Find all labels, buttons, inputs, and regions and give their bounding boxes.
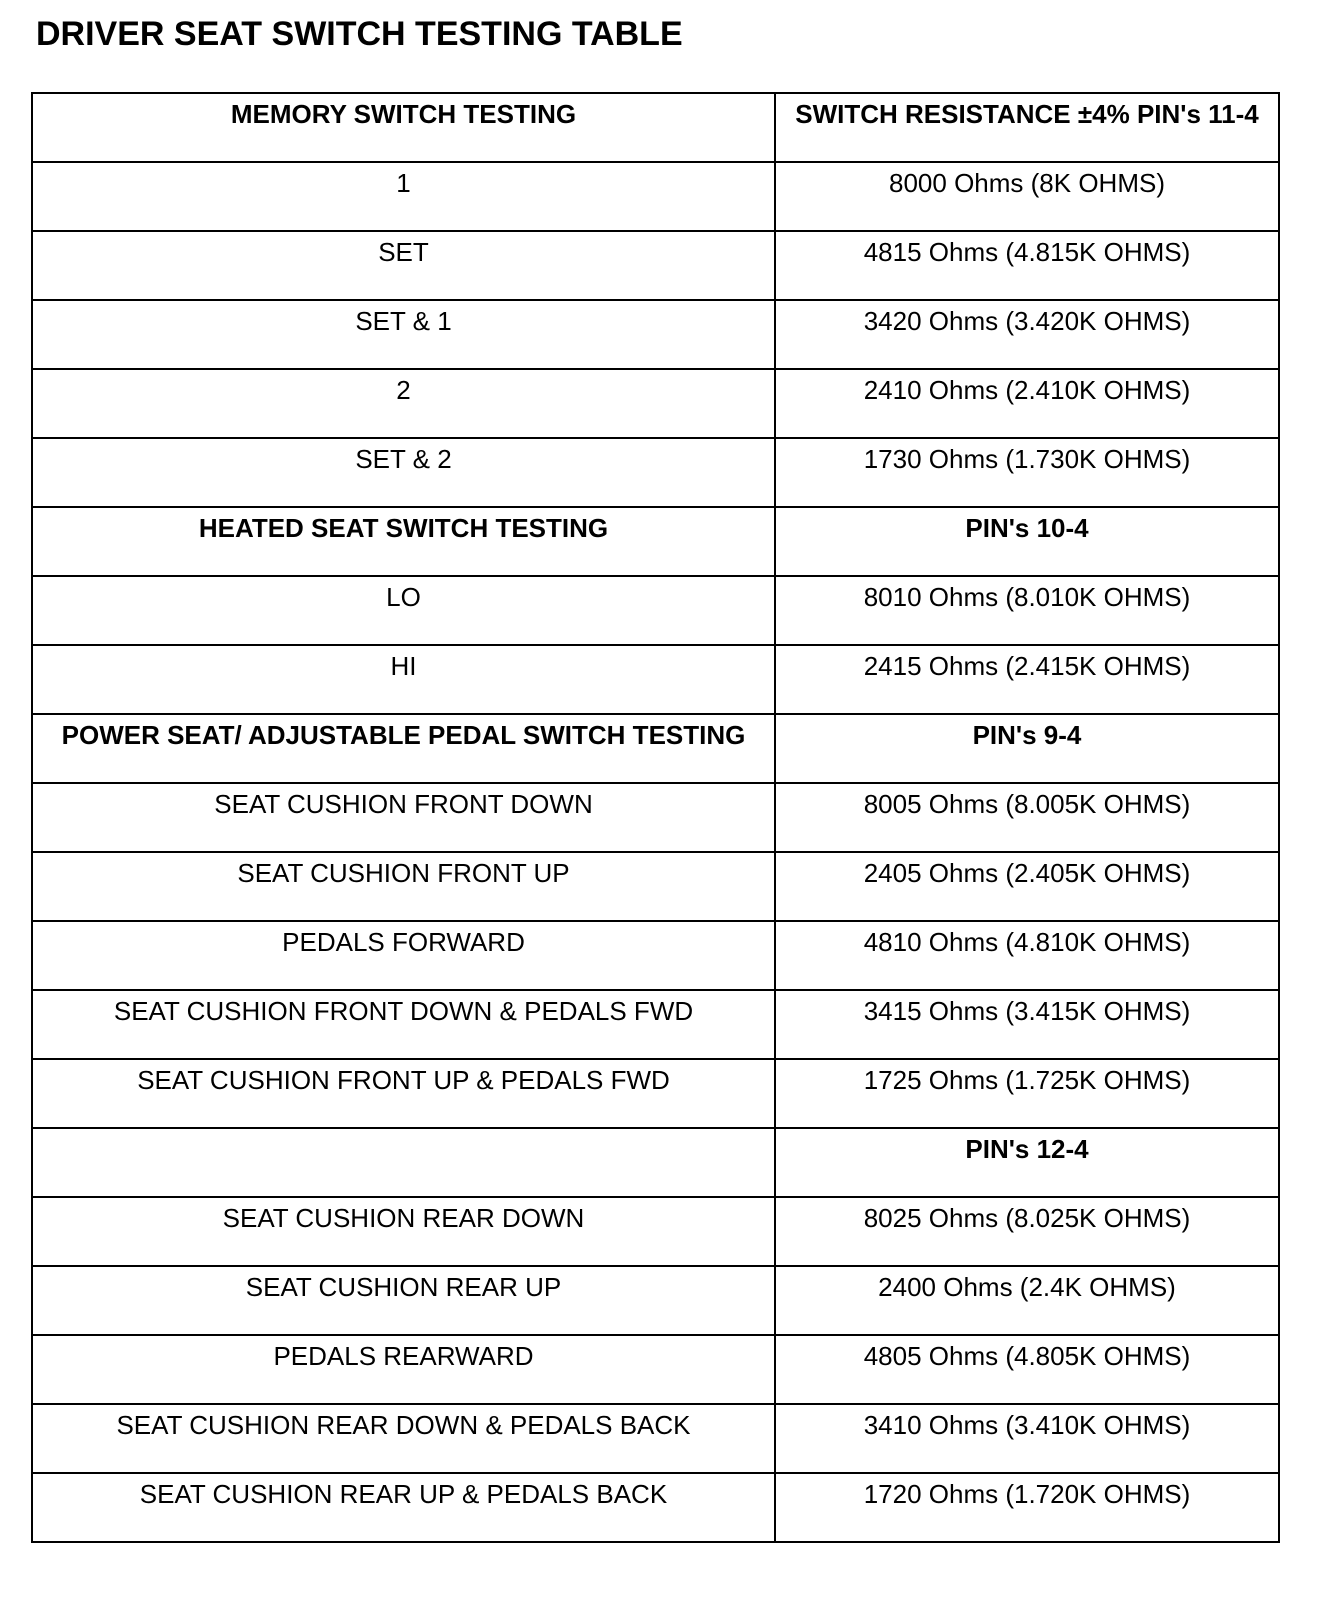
row-label-cell: [32, 93, 775, 162]
row-value-cell: [775, 852, 1279, 921]
row-label-cell: [32, 1473, 775, 1542]
table-row: [32, 990, 1279, 1059]
row-label: SEAT CUSHION REAR UP: [245, 1272, 562, 1302]
table-row: [32, 1335, 1279, 1404]
row-label-cell: [32, 1404, 775, 1473]
row-label: PEDALS REARWARD: [273, 1341, 534, 1371]
row-label: 2: [396, 375, 411, 405]
row-value: 3410 Ohms (3.410K OHMS): [863, 1410, 1191, 1440]
row-value-cell: [775, 1404, 1279, 1473]
row-label-cell: [32, 1266, 775, 1335]
row-label: SET & 1: [355, 306, 452, 336]
row-value: PIN's 10-4: [965, 513, 1089, 543]
row-label: SEAT CUSHION REAR DOWN: [222, 1203, 585, 1233]
row-value: 4805 Ohms (4.805K OHMS): [863, 1341, 1191, 1371]
table-row: [32, 1197, 1279, 1266]
row-label: SEAT CUSHION FRONT UP & PEDALS FWD: [137, 1065, 670, 1095]
row-label-cell: [32, 990, 775, 1059]
row-label: SET & 2: [355, 444, 452, 474]
table-row: [32, 1404, 1279, 1473]
row-value-cell: [775, 921, 1279, 990]
row-value-cell: [775, 438, 1279, 507]
row-label: MEMORY SWITCH TESTING: [230, 99, 577, 129]
row-value-cell: [775, 1266, 1279, 1335]
row-label: SEAT CUSHION REAR UP & PEDALS BACK: [139, 1479, 668, 1509]
row-value: 2400 Ohms (2.4K OHMS): [878, 1272, 1176, 1302]
table-row: [32, 783, 1279, 852]
table-row: [32, 93, 1279, 162]
row-label: POWER SEAT/ ADJUSTABLE PEDAL SWITCH TESTING: [61, 720, 746, 750]
row-label-cell: [32, 1128, 775, 1197]
row-value-cell: [775, 507, 1279, 576]
row-value: 8025 Ohms (8.025K OHMS): [863, 1203, 1191, 1233]
switch-testing-table: [31, 92, 1280, 1543]
table-row: [32, 921, 1279, 990]
row-label-cell: [32, 162, 775, 231]
row-label-cell: [32, 300, 775, 369]
row-value-cell: [775, 1059, 1279, 1128]
row-value-cell: [775, 576, 1279, 645]
table-row: [32, 438, 1279, 507]
row-value: 3415 Ohms (3.415K OHMS): [863, 996, 1191, 1026]
row-value-cell: [775, 1473, 1279, 1542]
table-row: [32, 576, 1279, 645]
page-title: DRIVER SEAT SWITCH TESTING TABLE: [36, 15, 683, 53]
row-label-cell: [32, 852, 775, 921]
row-label: HEATED SEAT SWITCH TESTING: [198, 513, 609, 543]
row-value: 3420 Ohms (3.420K OHMS): [863, 306, 1191, 336]
row-value: 2415 Ohms (2.415K OHMS): [863, 651, 1191, 681]
table-row: [32, 231, 1279, 300]
table-row: [32, 645, 1279, 714]
row-value: 2405 Ohms (2.405K OHMS): [863, 858, 1191, 888]
row-value: PIN's 12-4: [965, 1134, 1089, 1164]
row-label: SET: [378, 237, 429, 267]
table-row: [32, 162, 1279, 231]
row-label-cell: [32, 714, 775, 783]
table-row: [32, 714, 1279, 783]
row-label-cell: [32, 576, 775, 645]
row-label-cell: [32, 1197, 775, 1266]
table-row: [32, 369, 1279, 438]
row-value-cell: [775, 93, 1279, 162]
row-label: HI: [390, 651, 417, 681]
row-value-cell: [775, 990, 1279, 1059]
row-value-cell: [775, 369, 1279, 438]
row-value: 1725 Ohms (1.725K OHMS): [863, 1065, 1191, 1095]
table-row: [32, 852, 1279, 921]
row-value-cell: [775, 1128, 1279, 1197]
table-row: [32, 1473, 1279, 1542]
row-value-cell: [775, 783, 1279, 852]
row-label-cell: [32, 231, 775, 300]
row-label: [33, 1129, 774, 1136]
row-label: PEDALS FORWARD: [282, 927, 525, 957]
table-row: [32, 1266, 1279, 1335]
row-label-cell: [32, 783, 775, 852]
row-value-cell: [775, 1335, 1279, 1404]
row-label: SEAT CUSHION FRONT DOWN: [214, 789, 593, 819]
row-label: 1: [396, 168, 411, 198]
row-label-cell: [32, 1335, 775, 1404]
table-row: [32, 507, 1279, 576]
row-label-cell: [32, 645, 775, 714]
row-label-cell: [32, 921, 775, 990]
table-row: [32, 1128, 1279, 1197]
row-value: 8005 Ohms (8.005K OHMS): [863, 789, 1191, 819]
row-value: 2410 Ohms (2.410K OHMS): [863, 375, 1191, 405]
row-label: SEAT CUSHION FRONT DOWN & PEDALS FWD: [113, 996, 694, 1026]
row-value: 4810 Ohms (4.810K OHMS): [863, 927, 1191, 957]
row-label: SEAT CUSHION REAR DOWN & PEDALS BACK: [116, 1410, 691, 1440]
row-value: 4815 Ohms (4.815K OHMS): [863, 237, 1191, 267]
table-row: [32, 300, 1279, 369]
table-row: [32, 1059, 1279, 1128]
row-label-cell: [32, 369, 775, 438]
row-value: SWITCH RESISTANCE ±4% PIN's 11-4: [795, 99, 1259, 129]
row-label-cell: [32, 438, 775, 507]
row-value: PIN's 9-4: [972, 720, 1082, 750]
row-value: 1730 Ohms (1.730K OHMS): [863, 444, 1191, 474]
row-label-cell: [32, 1059, 775, 1128]
row-value: 8010 Ohms (8.010K OHMS): [863, 582, 1191, 612]
row-value-cell: [775, 714, 1279, 783]
row-value-cell: [775, 162, 1279, 231]
row-value-cell: [775, 1197, 1279, 1266]
row-value-cell: [775, 300, 1279, 369]
row-value-cell: [775, 231, 1279, 300]
table-body: [32, 93, 1279, 1542]
row-label: SEAT CUSHION FRONT UP: [237, 858, 570, 888]
row-value: 8000 Ohms (8K OHMS): [889, 168, 1165, 198]
row-label-cell: [32, 507, 775, 576]
row-value: 1720 Ohms (1.720K OHMS): [863, 1479, 1191, 1509]
row-label: LO: [386, 582, 421, 612]
row-value-cell: [775, 645, 1279, 714]
